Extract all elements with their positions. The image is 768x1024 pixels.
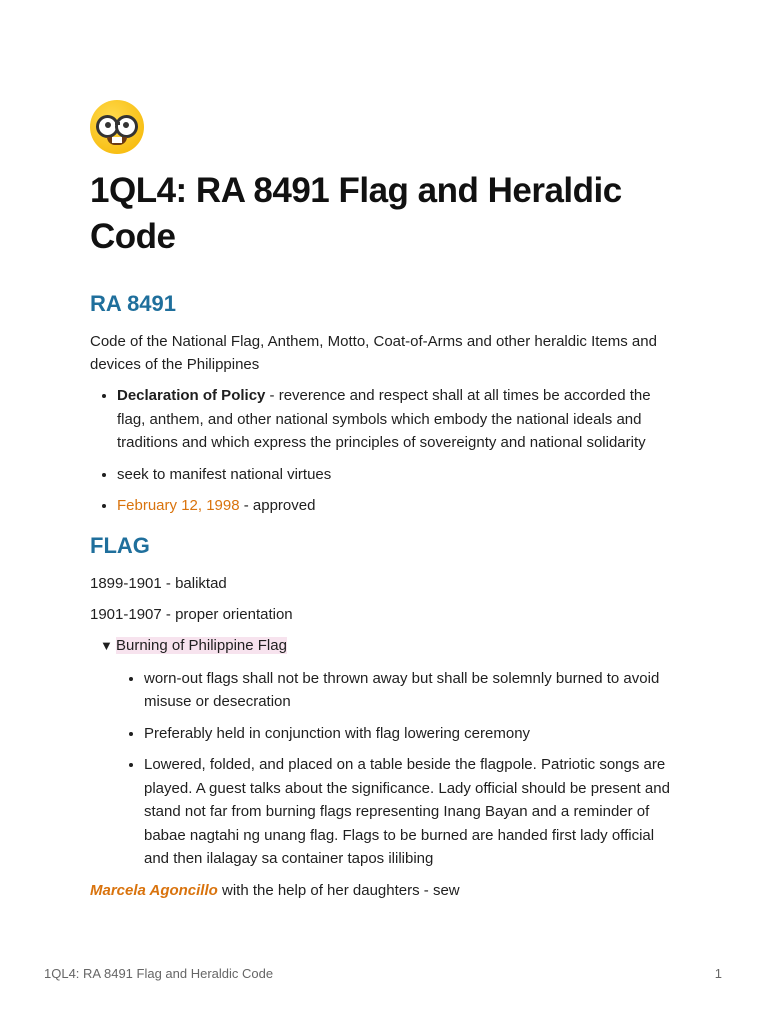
flag-line: 1899-1901 - baliktad: [90, 574, 227, 592]
page-title: 1QL4: RA 8491 Flag and Heraldic Code: [90, 171, 622, 256]
marcela-name: Marcela Agoncillo: [90, 881, 218, 899]
toggle-label: Burning of Philippine Flag: [116, 636, 287, 654]
page-number: 1: [714, 966, 722, 981]
toggle-burning-flag[interactable]: [100, 634, 680, 657]
document-page: [90, 100, 680, 910]
list-item: • Declaration of Policy - reverence and respect shall at all times be accorded the flag, anthem, and other national symbols which embody the national ideals and traditions and which express the principles of sovereignty and national solidarity: [117, 384, 680, 455]
footer-title: 1QL4: RA 8491 Flag and Heraldic Code: [44, 966, 274, 981]
heading-ra-8491: RA 8491: [90, 291, 177, 316]
flag-line: 1901-1907 - proper orientation: [90, 605, 293, 623]
list-item: • Lowered, folded, and placed on a table beside the flagpole. Patriotic songs are played. A guest talks about the significance. Lady official should be present and stand not far from burning flags representing Inang Bayan and a reminder of babae nagtahi ng unang flag. Flags to be burned are handed first lady official and then ilalagay sa container tapos ililibing: [144, 753, 680, 871]
policy-list: [90, 384, 680, 518]
nerd-face-icon: [90, 100, 144, 154]
page-footer: [44, 966, 722, 981]
list-item: • worn-out flags shall not be thrown away but shall be solemnly burned to avoid misuse or desecration: [144, 667, 680, 714]
list-item: • seek to manifest national virtues: [117, 463, 680, 487]
heading-flag: FLAG: [90, 532, 150, 558]
date-text: February 12, 1998: [117, 497, 240, 514]
list-item: • Preferably held in conjunction with flag lowering ceremony: [144, 722, 680, 746]
toggle-content-list: [90, 667, 680, 871]
toggle-arrow-icon[interactable]: ▼: [100, 637, 113, 653]
intro-paragraph: Code of the National Flag, Anthem, Motto, Coat-of-Arms and other heraldic Items and devices of the Philippines: [90, 333, 657, 373]
list-item: • February 12, 1998 - approved: [117, 494, 680, 518]
marcela-line: Marcela Agoncillo with the help of her daughters - sew: [90, 881, 460, 899]
